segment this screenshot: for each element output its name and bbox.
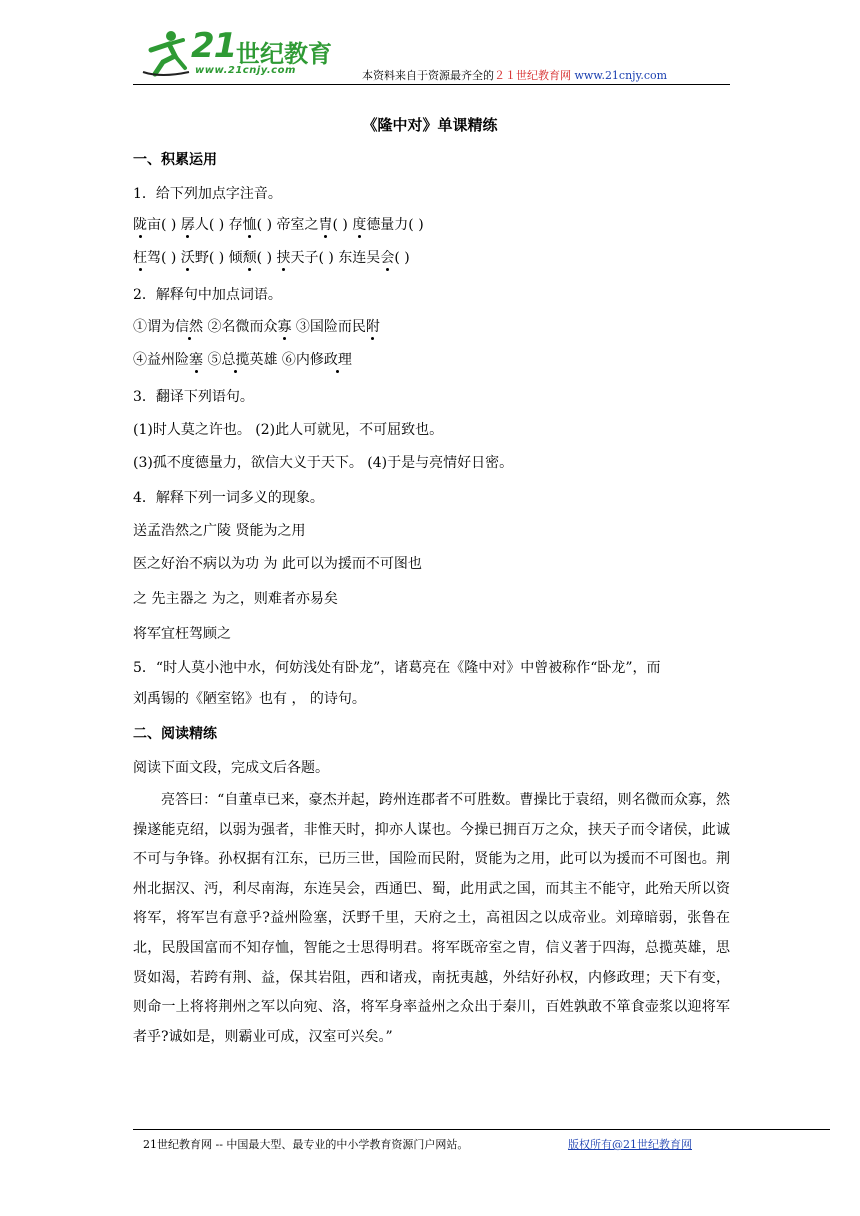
- logo-number: 21: [191, 26, 237, 66]
- q3-prompt: 3．翻译下列语句。: [133, 389, 254, 405]
- emphasized-char: 陇: [133, 217, 147, 233]
- emphasized-char: 政理: [323, 352, 352, 368]
- dotted-term: 枉驾( ): [133, 250, 177, 266]
- reading-passage: 亮答曰：“自董卓已来，豪杰并起，跨州连郡者不可胜数。曹操比于袁绍，则名微而众寡，然操遂能克绍，以弱为强者，非惟天时，抑亦人谋也。今操已拥百万之众，挟天子而令诸侯，此诚不可与争锋。孙权据有江东，已历三世，国险而民附，贤能为之用，此可以为援而不可图也。荆州北据汉、沔，利尽南海，东连吴会，西通巴、蜀，此用武之国，而其主不能守，此殆天所以资将军，将军岂有意乎?益州险塞，沃野千里，天府之土，高祖因之以成帝业。刘璋暗弱，张鲁在北，民殷国富而不知存恤，智能之士思得明君。将军既帝室之胄，信义著于四海，总揽英雄，思贤如渴，若跨有荆、益，保其岩阻，西和诸戎，南抚夷越，外结好孙权，内修政理；天下有变，则命一上将将荆州之军以向宛、洛，将军身率益州之众出于秦川，百姓孰敢不箪食壶浆以迎将军者乎?诚如是，则霸业可成，汉室可兴矣。”: [133, 792, 730, 1045]
- q2-prompt: 2．解释句中加点词语。: [133, 287, 282, 303]
- q1-row-1: [133, 214, 424, 234]
- emphasized-char: 孱: [180, 217, 195, 233]
- emphasized-char: 枉: [133, 250, 147, 266]
- q2-row-2: [133, 349, 352, 369]
- dotted-term: 陇亩( ): [133, 217, 177, 233]
- q2-row-1: [133, 316, 380, 336]
- dotted-term: 倾颓( ): [228, 250, 273, 266]
- header-brand: ２１世纪教育网: [494, 69, 571, 82]
- dotted-term: 度德量力( ): [352, 217, 424, 233]
- dotted-term: ③国险而民附: [295, 319, 380, 335]
- page-title: 《隆中对》单课精练: [362, 116, 498, 134]
- dotted-term: 沃野( ): [180, 250, 225, 266]
- header-note: [362, 67, 667, 83]
- dotted-term: ⑥内修政理: [281, 352, 352, 368]
- q4-line: 医之好治不病以为功 为 此可以为援而不可图也: [133, 556, 422, 572]
- emphasized-char: 沃: [180, 250, 195, 266]
- q3-line-2: (3)孤不度德量力，欲信大义于天下。 (4)于是与亮情好日密。: [133, 455, 514, 471]
- emphasized-char: 恤: [242, 217, 257, 233]
- dotted-term: 帝室之胄( ): [276, 217, 348, 233]
- q4-line: 将军宜枉驾顾之: [133, 626, 231, 642]
- dotted-term: ①谓为信然: [133, 319, 203, 335]
- emphasized-char: 会: [380, 250, 395, 266]
- dotted-term: 孱人( ): [180, 217, 225, 233]
- emphasized-char: 挟: [276, 250, 291, 266]
- logo-title: 世纪教育: [236, 40, 332, 68]
- emphasized-char: 寡: [277, 319, 292, 335]
- logo-url: www.21cnjy.com: [195, 65, 296, 76]
- emphasized-char: 度: [352, 217, 367, 233]
- running-figure-icon: [141, 28, 191, 78]
- footer-text: 21世纪教育网 -- 中国最大型、最专业的中小学教育资源门户网站。: [143, 1138, 469, 1151]
- footer-divider: [133, 1129, 830, 1130]
- site-logo: [133, 24, 343, 82]
- section-heading-2: 二、阅读精练: [133, 726, 217, 742]
- emphasized-char: 胄: [318, 217, 333, 233]
- q4-prompt: 4．解释下列一词多义的现象。: [133, 490, 324, 506]
- emphasized-char: 塞: [189, 352, 203, 368]
- dotted-term: 存恤( ): [228, 217, 273, 233]
- dotted-term: ②名微而众寡: [207, 319, 292, 335]
- copyright-link[interactable]: 版权所有@21世纪教育网: [568, 1138, 692, 1151]
- section-heading-1: 一、积累运用: [133, 152, 217, 168]
- q1-prompt: 1．给下列加点字注音。: [133, 186, 282, 202]
- emphasized-char: 附: [365, 319, 380, 335]
- q5-line-1: 5．“时人莫小池中水，何妨浅处有卧龙”，诸葛亮在《隆中对》中曾被称作“卧龙”，而: [133, 660, 661, 676]
- dotted-term: ④益州险塞: [133, 352, 203, 368]
- dotted-term: ⑤总揽英雄: [207, 352, 278, 368]
- q4-line: 之 先主器之 为之，则难者亦易矣: [133, 591, 338, 607]
- dotted-term: 东连吴会( ): [338, 250, 410, 266]
- header-divider: [133, 84, 730, 85]
- emphasized-char: 颓: [242, 250, 257, 266]
- dotted-term: 挟天子( ): [276, 250, 334, 266]
- emphasized-char: 总揽: [221, 352, 250, 368]
- q5-line-2: 刘禹锡的《陋室铭》也有 ， 的诗句。: [133, 691, 366, 707]
- reading-instruction: 阅读下面文段，完成文后各题。: [133, 760, 329, 776]
- q4-line: 送孟浩然之广陵 贤能为之用: [133, 523, 306, 539]
- q1-row-2: [133, 247, 410, 267]
- emphasized-char: 信然: [175, 319, 203, 335]
- q3-line-1: (1)时人莫之许也。 (2)此人可就见，不可屈致也。: [133, 422, 444, 438]
- header-url-link[interactable]: www.21cnjy.com: [574, 69, 668, 82]
- header-prefix: 本资料来自于资源最齐全的: [362, 69, 494, 82]
